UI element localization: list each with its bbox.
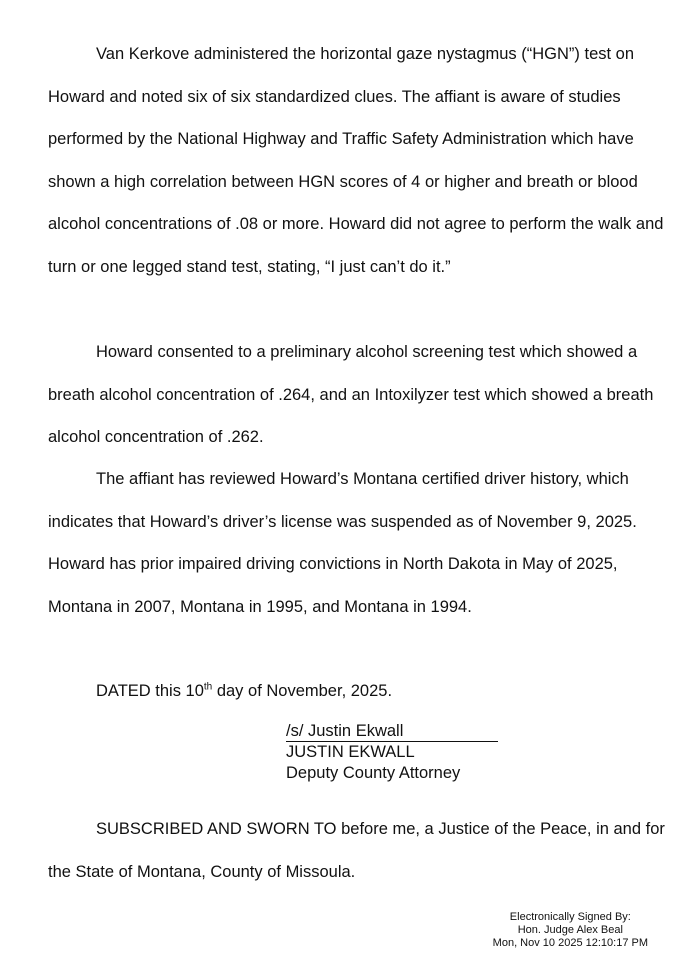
- electronic-signature-stamp: [493, 911, 648, 950]
- signature-block: [286, 721, 498, 784]
- paragraph-breath-test: Howard consented to a preliminary alcohol screening test which showed a breath alcohol concentration of .264, and an Intoxilyzer test which showed a breath alcohol concentration of .262.: [48, 343, 654, 446]
- signer-title: Deputy County Attorney: [286, 764, 461, 782]
- signature-line: /s/ Justin Ekwall: [286, 722, 498, 742]
- signer-name: JUSTIN EKWALL: [286, 743, 415, 761]
- dated-suffix: day of November, 2025.: [212, 682, 393, 700]
- dated-line: [96, 670, 392, 713]
- dated-prefix: DATED this 10: [96, 682, 204, 700]
- paragraph-hgn-test: Van Kerkove administered the horizontal gaze nystagmus (“HGN”) test on Howard and noted six of six standardized clues. The affiant is aware of studies performed by the National Highway and Traffic Safety Administration which have shown a high correlation between HGN scores of 4 or higher and breath or blood alcohol concentrations of .08 or more. Howard did not agree to perform the walk and turn or one legged stand test, stating, “I just can’t do it.”: [48, 45, 664, 276]
- esign-label: Electronically Signed By:: [509, 911, 631, 923]
- esign-signer: Hon. Judge Alex Beal: [517, 924, 623, 936]
- dated-ordinal: th: [203, 681, 213, 693]
- esign-timestamp: Mon, Nov 10 2025 12:10:17 PM: [492, 937, 648, 949]
- paragraph-sworn: SUBSCRIBED AND SWORN TO before me, a Justice of the Peace, in and for the State of Montana, County of Missoula.: [48, 820, 665, 881]
- paragraph-driver-history: The affiant has reviewed Howard’s Montana certified driver history, which indicates that Howard’s driver’s license was suspended as of November 9, 2025. Howard has prior impaired driving convictions in North Dakota in May of 2025, Montana in 2007, Montana in 1995, and Montana in 1994.: [48, 470, 637, 616]
